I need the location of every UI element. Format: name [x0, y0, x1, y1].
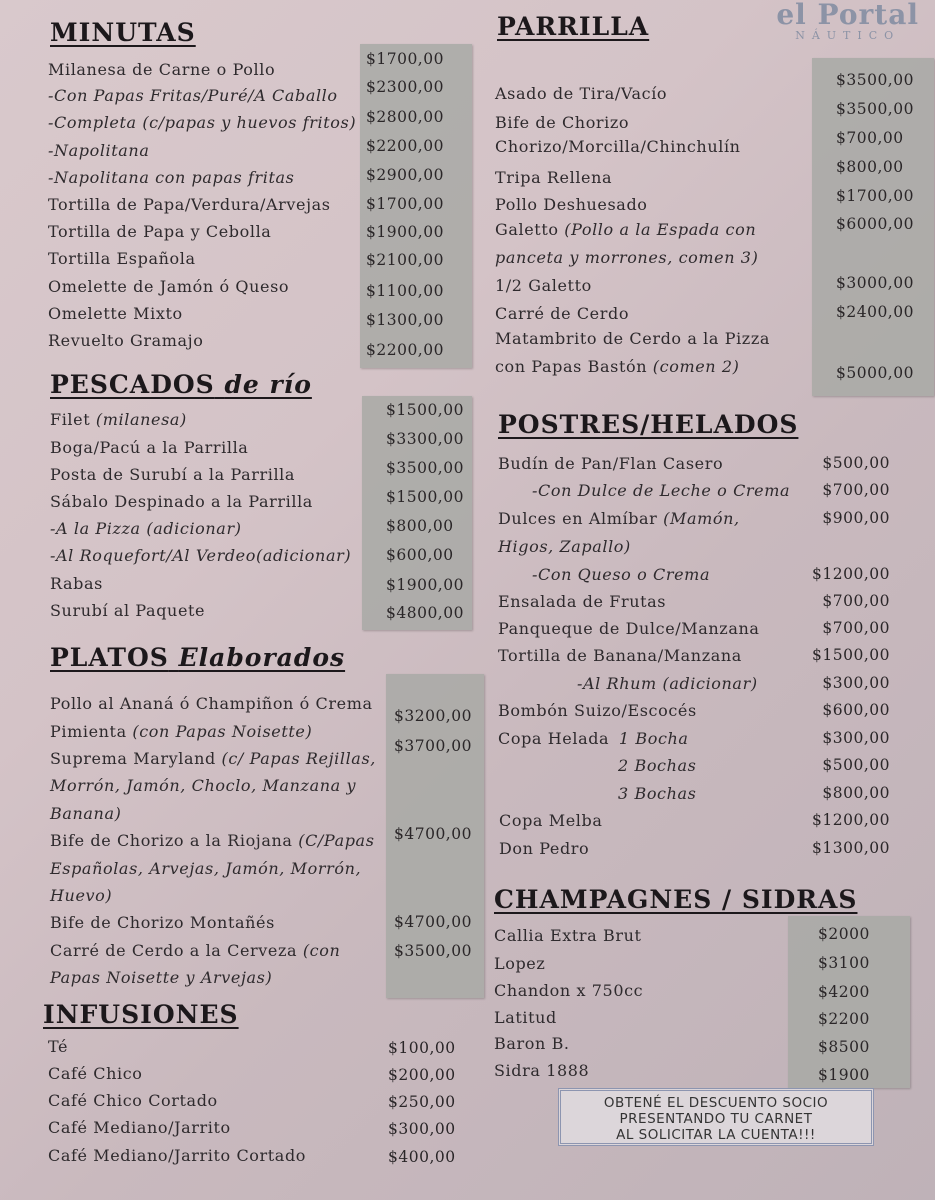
item-text: Asado de Tira/Vacío	[495, 84, 668, 103]
item-price: $1200,00	[812, 565, 890, 583]
menu-item-line	[498, 729, 689, 748]
item-price: $3200,00	[394, 707, 472, 725]
item-text: 1/2 Galetto	[495, 276, 592, 295]
menu-item: Café Chico Cortado	[48, 1091, 218, 1110]
item-price: $200,00	[388, 1066, 456, 1084]
item-text: Carré de Cerdo a la Cerveza	[50, 941, 298, 960]
item-price: $3300,00	[386, 430, 464, 448]
menu-item-line	[532, 565, 710, 584]
item-price: $3500,00	[836, 71, 914, 89]
item-price: $1300,00	[812, 839, 890, 857]
item-price: $8500	[818, 1038, 870, 1056]
section-title-pescados	[50, 370, 312, 399]
menu-item-line	[50, 913, 275, 932]
item-price: $2300,00	[366, 78, 444, 96]
menu-item-line	[495, 304, 629, 323]
item-text: Panqueque de Dulce/Manzana	[498, 619, 760, 638]
item-price: $700,00	[836, 129, 904, 147]
item-price: $700,00	[822, 619, 890, 637]
item-text: Pimienta	[50, 722, 127, 741]
item-price: $300,00	[822, 674, 890, 692]
item-detail: Papas Noisette y Arvejas)	[50, 968, 273, 987]
item-price: $6000,00	[836, 215, 914, 233]
item-detail: Banana)	[50, 804, 122, 823]
item-detail: Españolas, Arvejas, Jamón, Morrón,	[50, 859, 362, 878]
item-detail: (C/Papas	[292, 831, 375, 850]
item-price: $4700,00	[394, 825, 472, 843]
item-price: $300,00	[822, 729, 890, 747]
item-text: Posta de Surubí a la Parrilla	[50, 465, 296, 484]
menu-item	[50, 410, 187, 429]
menu-item-line	[50, 941, 340, 960]
item-detail: Higos, Zapallo)	[498, 537, 631, 556]
menu-item-line	[495, 248, 758, 267]
item-price: $100,00	[388, 1039, 456, 1057]
item-detail: (Mamón,	[657, 509, 740, 528]
item-text: con Papas Bastón	[495, 357, 648, 376]
item-price: $400,00	[388, 1148, 456, 1166]
item-price: $4200	[818, 983, 870, 1001]
menu-item: Revuelto Gramajo	[48, 331, 204, 350]
item-text: Chorizo/Morcilla/Chinchulín	[495, 137, 741, 156]
menu-item-line	[495, 84, 667, 103]
menu-item	[50, 519, 242, 538]
item-price: $800,00	[386, 517, 454, 535]
item-price: $600,00	[386, 546, 454, 564]
brand-subtitle: NÁUTICO	[795, 29, 901, 42]
item-text: Boga/Pacú a la Parrilla	[50, 438, 249, 457]
section-title-champagnes: CHAMPAGNES / SIDRAS	[494, 885, 858, 914]
item-detail: (milanesa)	[90, 410, 187, 429]
item-price: $1700,00	[836, 187, 914, 205]
menu-item	[50, 601, 205, 620]
menu-item-line	[498, 619, 760, 638]
platos-title-main: PLATOS	[50, 643, 169, 672]
item-price: $900,00	[822, 509, 890, 527]
menu-item: Café Mediano/Jarrito	[48, 1118, 231, 1137]
item-detail: 2 Bochas	[618, 756, 697, 775]
item-text: Filet	[50, 410, 91, 429]
menu-item: Tortilla de Papa y Cebolla	[48, 222, 272, 241]
menu-item-line	[498, 646, 742, 665]
item-price: $500,00	[822, 756, 890, 774]
item-text: Sábalo Despinado a la Parrilla	[50, 492, 313, 511]
item-price: $800,00	[822, 784, 890, 802]
menu-item-line	[618, 756, 696, 775]
item-price: $500,00	[822, 454, 890, 472]
menu-item: Omelette de Jamón ó Queso	[48, 277, 290, 296]
menu-item: -Napolitana con papas fritas	[48, 168, 295, 187]
item-text: Bombón Suizo/Escocés	[498, 701, 697, 720]
item-price: $1500,00	[386, 488, 464, 506]
item-text: Carré de Cerdo	[495, 304, 630, 323]
item-detail: -Al Roquefort/Al Verdeo(adicionar)	[50, 546, 352, 565]
item-price: $700,00	[822, 481, 890, 499]
menu-item-line	[498, 701, 697, 720]
notice-line-2: PRESENTANDO TU CARNET	[619, 1111, 813, 1127]
item-price: $4700,00	[394, 913, 472, 931]
item-text: Suprema Maryland	[50, 749, 216, 768]
menu-item	[50, 546, 351, 565]
menu-item-line	[50, 859, 361, 878]
menu-item-line	[532, 481, 790, 500]
item-price: $3100	[818, 954, 870, 972]
item-price: $1100,00	[366, 282, 444, 300]
menu-item: Omelette Mixto	[48, 304, 183, 323]
item-text: Copa Melba	[499, 811, 603, 830]
pescados-title-main: PESCADOS	[50, 370, 215, 399]
item-detail: (comen 2)	[647, 357, 740, 376]
section-title-parrilla: PARRILLA	[497, 12, 650, 41]
menu-item-line	[618, 784, 696, 803]
item-price: $1500,00	[386, 401, 464, 419]
menu-item: Té	[48, 1037, 69, 1056]
menu-item: Latitud	[494, 1008, 557, 1027]
menu-item: Café Mediano/Jarrito Cortado	[48, 1146, 307, 1165]
menu-item-line	[50, 722, 312, 741]
menu-item: Tortilla Española	[48, 249, 196, 268]
item-price: $700,00	[822, 592, 890, 610]
item-text: Pollo Deshuesado	[495, 195, 648, 214]
menu-item-line	[50, 776, 356, 795]
menu-item-line	[498, 509, 740, 528]
item-price: $2200,00	[366, 137, 444, 155]
discount-notice	[558, 1088, 874, 1146]
brand-logo	[776, 0, 919, 42]
menu-item	[50, 492, 313, 511]
section-title-infusiones: INFUSIONES	[43, 1000, 239, 1029]
item-price: $3500,00	[386, 459, 464, 477]
item-price: $3700,00	[394, 737, 472, 755]
menu-item-line	[498, 537, 631, 556]
menu-item-line	[50, 886, 112, 905]
item-text: Dulces en Almíbar	[498, 509, 658, 528]
item-price: $2900,00	[366, 166, 444, 184]
item-detail: (con	[297, 941, 341, 960]
item-price: $250,00	[388, 1093, 456, 1111]
item-detail: -A la Pizza (adicionar)	[50, 519, 242, 538]
item-price: $1500,00	[812, 646, 890, 664]
menu-item: -Completa (c/papas y huevos fritos)	[48, 113, 357, 132]
item-detail: (Pollo a la Espada con	[558, 220, 757, 239]
item-detail: Morrón, Jamón, Choclo, Manzana y	[50, 776, 357, 795]
menu-item-line	[577, 674, 758, 693]
item-detail: 3 Bochas	[618, 784, 697, 803]
item-price: $2200	[818, 1010, 870, 1028]
menu-item: Baron B.	[494, 1034, 570, 1053]
section-title-postres: POSTRES/HELADOS	[498, 410, 799, 439]
item-price: $600,00	[822, 701, 890, 719]
menu-item	[50, 465, 295, 484]
item-text: Galetto	[495, 220, 559, 239]
item-price: $1700,00	[366, 50, 444, 68]
menu-item: Sidra 1888	[494, 1061, 590, 1080]
menu-item-line	[495, 220, 756, 239]
notice-line-3: AL SOLICITAR LA CUENTA!!!	[616, 1127, 816, 1143]
item-text: Surubí al Paquete	[50, 601, 206, 620]
item-detail: Huevo)	[50, 886, 113, 905]
menu-item: Chandon x 750cc	[494, 981, 644, 1000]
menu-item-line	[495, 113, 629, 132]
menu-item-line	[495, 168, 612, 187]
item-text: Bife de Chorizo Montañés	[50, 913, 275, 932]
menu-item-line	[50, 694, 373, 713]
menu-item: -Napolitana	[48, 141, 150, 160]
item-price: $1900,00	[386, 576, 464, 594]
menu-item: -Con Papas Fritas/Puré/A Caballo	[48, 86, 338, 105]
menu-item-line	[495, 276, 592, 295]
menu-item-line	[495, 195, 648, 214]
item-price: $300,00	[388, 1120, 456, 1138]
menu-item: Lopez	[494, 954, 546, 973]
item-detail: (c/ Papas Rejillas,	[215, 749, 376, 768]
item-text: Budín de Pan/Flan Casero	[498, 454, 724, 473]
menu-item: Milanesa de Carne o Pollo	[48, 60, 276, 79]
item-text: Tripa Rellena	[495, 168, 613, 187]
item-text: Tortilla de Banana/Manzana	[498, 646, 742, 665]
notice-line-1: OBTENÉ EL DESCUENTO SOCIO	[603, 1095, 829, 1111]
brand-name: el Portal	[776, 0, 919, 31]
menu-item-line	[50, 804, 121, 823]
item-price: $4800,00	[386, 604, 464, 622]
item-price: $3500,00	[836, 100, 914, 118]
item-detail: -Con Dulce de Leche o Crema	[532, 481, 791, 500]
item-price: $3000,00	[836, 274, 914, 292]
item-text: Matambrito de Cerdo a la Pizza	[495, 329, 770, 348]
item-price: $1900,00	[366, 223, 444, 241]
section-title-minutas: MINUTAS	[50, 18, 196, 47]
menu-item-line	[495, 137, 741, 156]
menu-item-line	[498, 454, 723, 473]
menu-item: Tortilla de Papa/Verdura/Arvejas	[48, 195, 331, 214]
item-detail: -Con Queso o Crema	[532, 565, 711, 584]
menu-item-line	[495, 357, 740, 376]
section-title-platos	[50, 643, 345, 672]
item-text: Copa Helada	[498, 729, 610, 748]
menu-item	[50, 438, 248, 457]
menu-item-line	[495, 329, 770, 348]
item-price: $800,00	[836, 158, 904, 176]
platos-title-em: Elaborados	[178, 643, 346, 672]
menu-item-line	[50, 968, 272, 987]
item-detail: (con Papas Noisette)	[126, 722, 313, 741]
menu-item-line	[498, 592, 666, 611]
item-text: Don Pedro	[499, 839, 590, 858]
item-detail: panceta y morrones, comen 3)	[495, 248, 759, 267]
menu-item-line	[50, 749, 376, 768]
item-price: $2200,00	[366, 341, 444, 359]
item-detail: 1 Bocha	[613, 729, 689, 748]
item-price: $2000	[818, 925, 870, 943]
item-text: Bife de Chorizo a la Riojana	[50, 831, 293, 850]
item-price: $1300,00	[366, 311, 444, 329]
menu-item	[50, 574, 103, 593]
item-price: $2100,00	[366, 251, 444, 269]
menu-item-line	[50, 831, 375, 850]
pescados-title-em: de río	[224, 370, 312, 399]
menu-item-line	[499, 839, 589, 858]
item-price: $1700,00	[366, 195, 444, 213]
item-text: Bife de Chorizo	[495, 113, 630, 132]
item-price: $3500,00	[394, 942, 472, 960]
item-detail: -Al Rhum (adicionar)	[577, 674, 758, 693]
item-price: $1900	[818, 1066, 870, 1084]
item-text: Pollo al Ananá ó Champiñon ó Crema	[50, 694, 373, 713]
item-text: Ensalada de Frutas	[498, 592, 667, 611]
item-price: $5000,00	[836, 364, 914, 382]
menu-item: Café Chico	[48, 1064, 143, 1083]
item-text: Rabas	[50, 574, 103, 593]
item-price: $1200,00	[812, 811, 890, 829]
item-price: $2800,00	[366, 108, 444, 126]
menu-item: Callia Extra Brut	[494, 926, 642, 945]
item-price: $2400,00	[836, 303, 914, 321]
menu-item-line	[499, 811, 603, 830]
